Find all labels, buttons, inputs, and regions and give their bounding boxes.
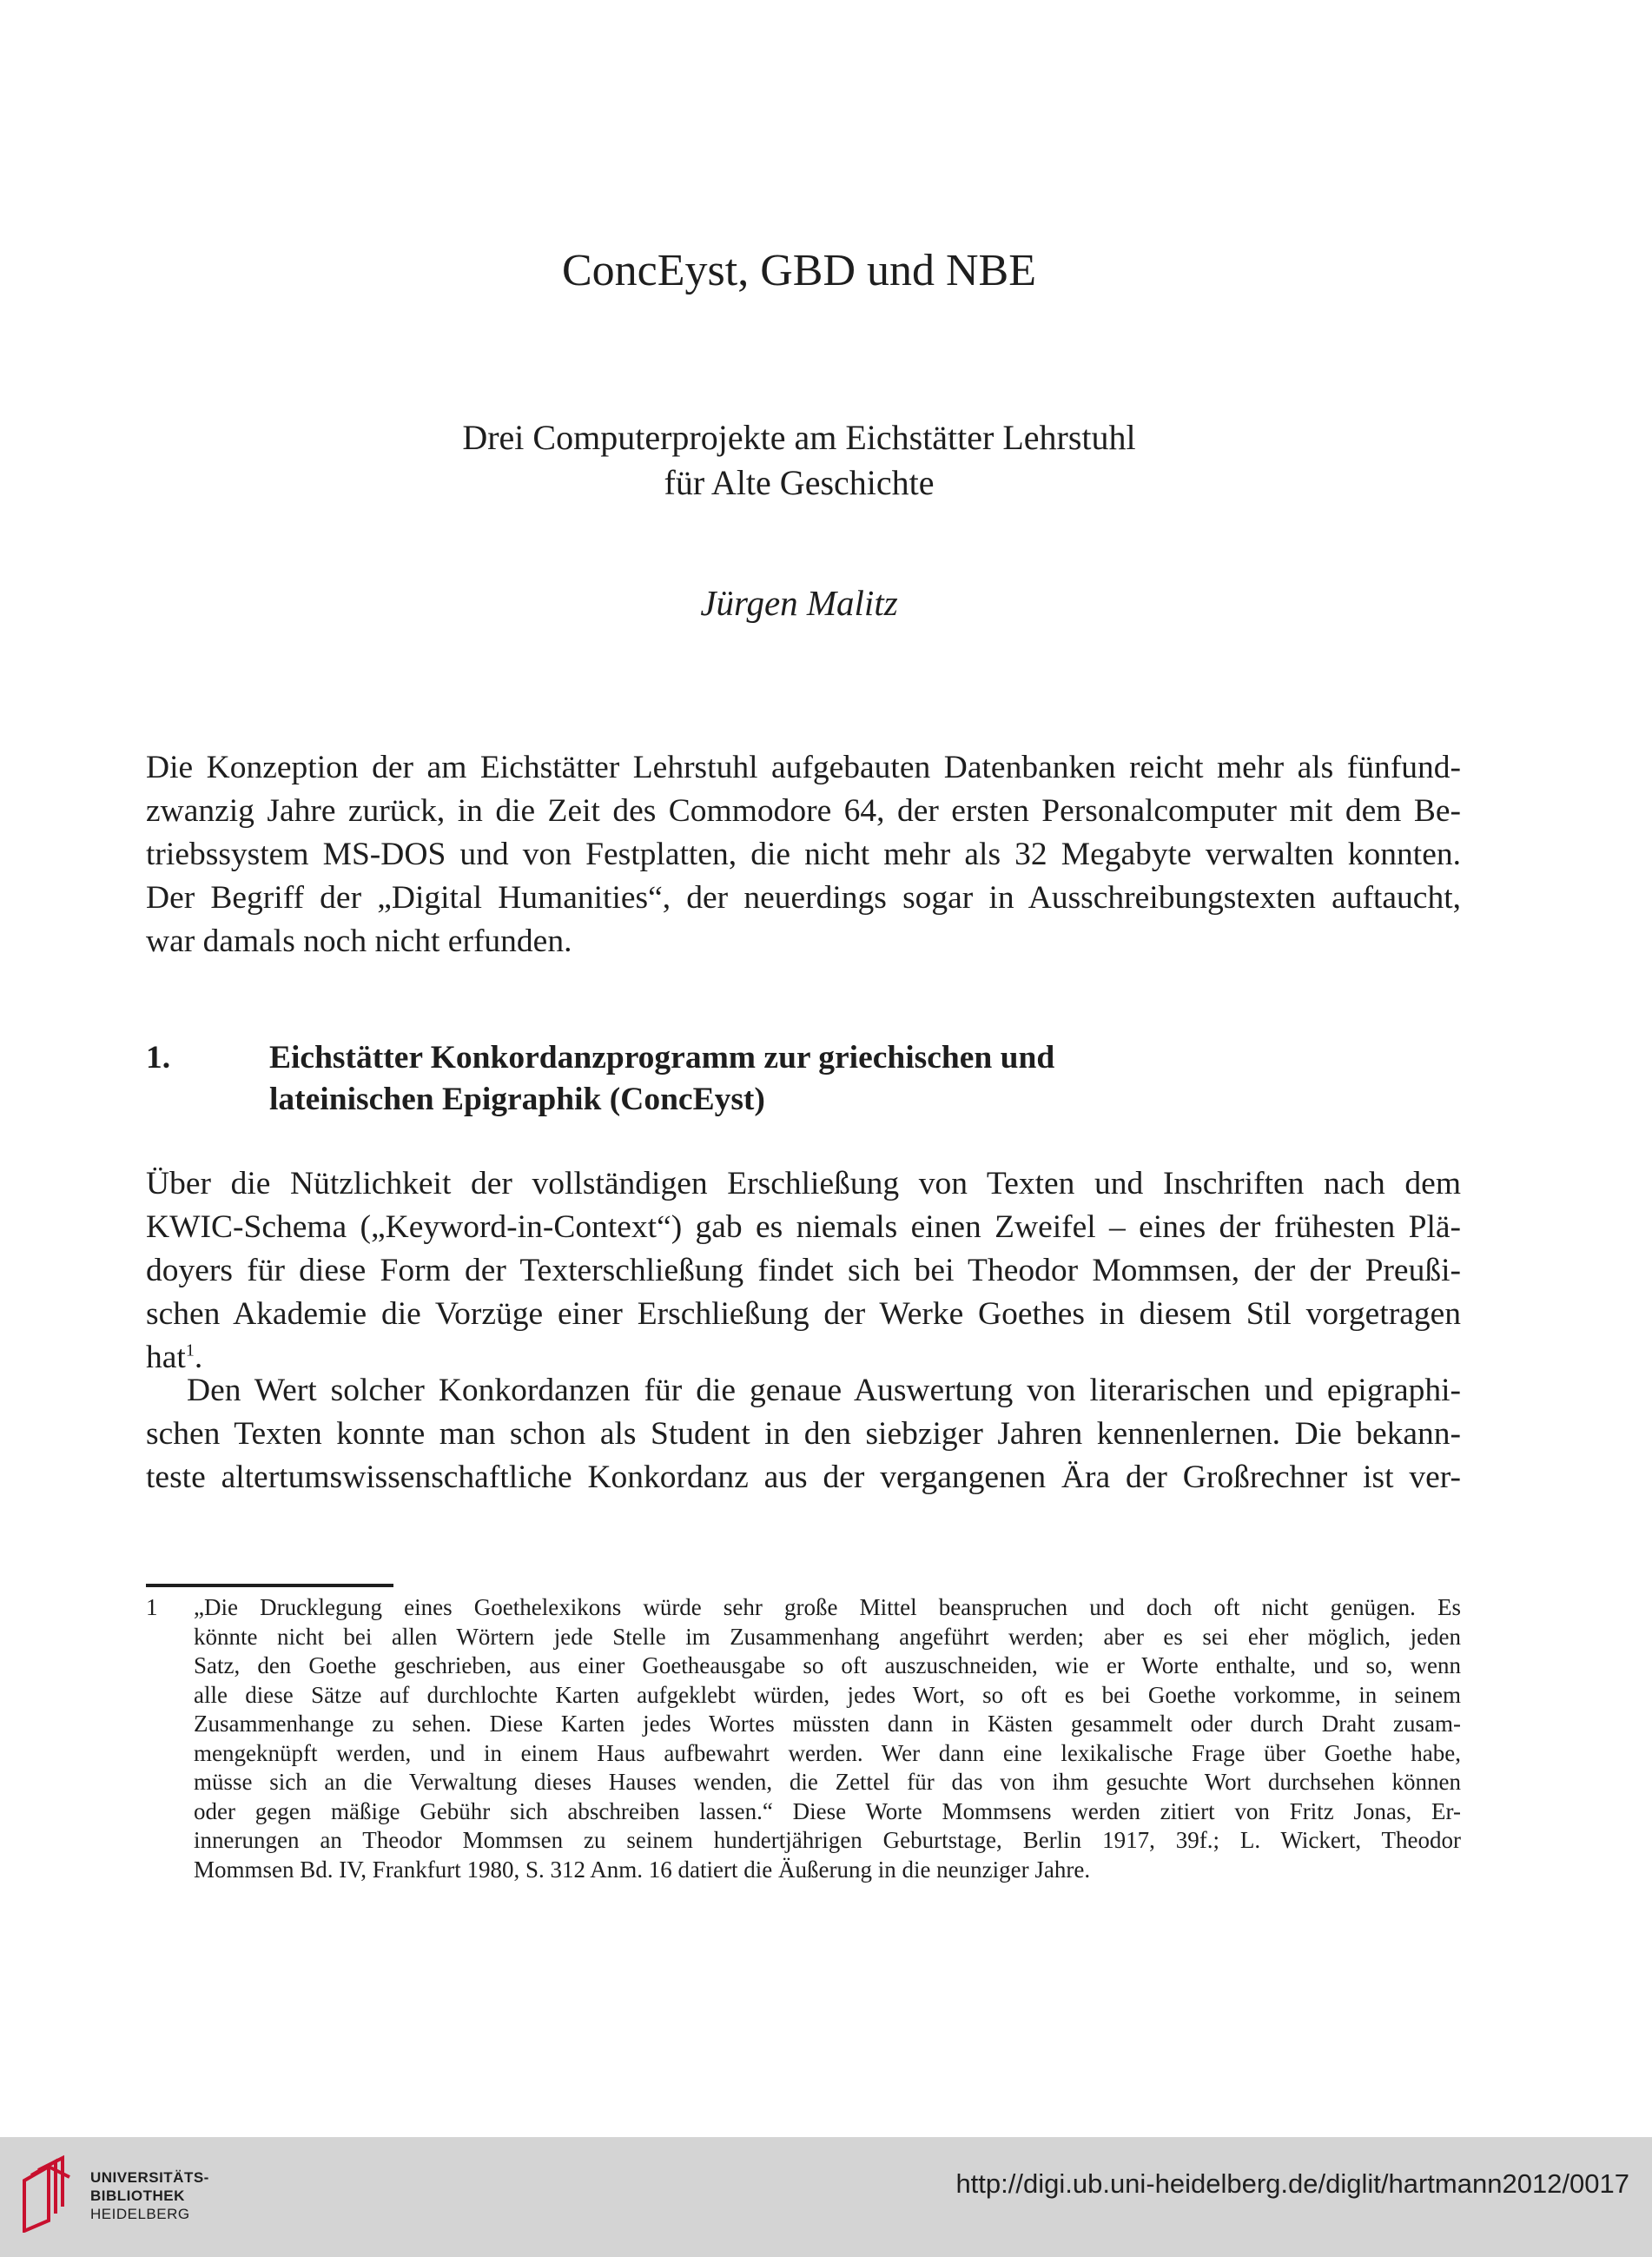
footnote-text <box>194 1593 1461 1884</box>
subtitle-line: Drei Computerprojekte am Eichstätter Lehrstuhl <box>462 418 1136 457</box>
text-line: doyers für diese Form der Texterschließung findet sich bei Theodor Mommsen, der der Preußi- <box>146 1253 1461 1288</box>
section-number: 1. <box>146 1040 171 1076</box>
text-line: war damals noch nicht erfunden. <box>146 923 572 959</box>
text-line: triebssystem MS-DOS und von Festplatten, die nicht mehr als 32 Megabyte verwalten konnten. <box>146 837 1461 872</box>
section-title-line: lateinischen Epigraphik (ConcEyst) <box>269 1082 765 1117</box>
footnote-line: Zusammenhange zu sehen. Diese Karten jedes Wortes müssten dann in Kästen gesammelt oder durch Draht zusam- <box>194 1711 1461 1737</box>
footnote-divider <box>146 1584 393 1587</box>
footnote-line: mengeknüpft werden, und in einem Haus aufbewahrt werden. Wer dann eine lexikalische Frage über Goethe habe, <box>194 1739 1461 1766</box>
footnote-line: könnte nicht bei allen Wörtern jede Stelle im Zusammenhang angeführt werden; aber es sei eher möglich, jeden <box>194 1623 1461 1650</box>
logo-line: UNIVERSITÄTS- <box>90 2169 209 2186</box>
section-title-line: Eichstätter Konkordanzprogramm zur griechischen und <box>269 1040 1055 1076</box>
text-line: schen Akademie die Vorzüge einer Erschließung der Werke Goethes in diesem Stil vorgetragen <box>146 1296 1461 1332</box>
footnote-line: innerungen an Theodor Mommsen zu seinem hundertjährigen Geburtstage, Berlin 1917, 39f.; L. Wickert, Theodor <box>194 1827 1461 1853</box>
text-line: Über die Nützlichkeit der vollständigen Erschließung von Texten und Inschriften nach dem <box>146 1166 1461 1201</box>
subtitle <box>0 415 1598 506</box>
subtitle-line: für Alte Geschichte <box>664 463 935 502</box>
library-book-icon <box>19 2154 73 2233</box>
body-paragraph <box>146 1162 1461 1380</box>
body-paragraph <box>146 1369 1461 1499</box>
footnote-line: Mommsen Bd. IV, Frankfurt 1980, S. 312 Anm. 16 datiert die Äußerung in die neunziger Jahre. <box>194 1856 1091 1883</box>
footnote-line: Satz, den Goethe geschrieben, aus einer Goetheausgabe so oft auszuschneiden, wie er Worte enthalte, und so, wenn <box>194 1652 1461 1678</box>
footnote-number: 1 <box>146 1594 158 1620</box>
logo-line: BIBLIOTHEK <box>90 2188 185 2204</box>
text-line: schen Texten konnte man schon als Student in den siebziger Jahren kennenlernen. Die bekann- <box>146 1416 1461 1452</box>
text-fragment: . <box>194 1340 203 1375</box>
author-name: Jürgen Malitz <box>700 583 898 623</box>
text-line: zwanzig Jahre zurück, in die Zeit des Commodore 64, der ersten Personalcomputer mit dem Be- <box>146 793 1461 829</box>
text-fragment: hat <box>146 1340 186 1375</box>
footnote-line: müsse sich an die Verwaltung dieses Hauses wenden, die Zettel für das von ihm gesuchte Wort durchsehen können <box>194 1769 1461 1795</box>
library-logo-text <box>90 2168 247 2223</box>
footer-bar <box>0 2137 1652 2257</box>
source-url-link[interactable]: http://digi.ub.uni-heidelberg.de/diglit/hartmann2012/0017 <box>955 2168 1629 2199</box>
logo-line: HEIDELBERG <box>90 2206 190 2222</box>
footnote-line: „Die Drucklegung eines Goethelexikons würde sehr große Mittel beanspruchen und doch oft nicht genügen. Es <box>194 1594 1461 1620</box>
footnote-line: alle diese Sätze auf durchlochte Karten aufgeklebt würden, jedes Wort, so oft es bei Goethe vorkomme, in seinem <box>194 1681 1461 1708</box>
text-line: Den Wert solcher Konkordanzen für die genaue Auswertung von literarischen und epigraphi- <box>187 1373 1461 1408</box>
footnote-line: oder gegen mäßige Gebühr sich abschreiben lassen.“ Diese Worte Mommsens werden zitiert von Fritz Jonas, Er- <box>194 1797 1461 1824</box>
section-title <box>269 1037 1268 1121</box>
footnote-reference[interactable]: 1 <box>185 1340 195 1360</box>
intro-paragraph <box>146 746 1461 963</box>
text-line: teste altertumswissenschaftliche Konkordanz aus der vergangenen Ära der Großrechner ist ver- <box>146 1459 1461 1495</box>
text-line: Die Konzeption der am Eichstätter Lehrstuhl aufgebauten Datenbanken reicht mehr als fünfund- <box>146 750 1461 785</box>
page-title: ConcEyst, GBD und NBE <box>562 246 1036 295</box>
text-line: KWIC-Schema („Keyword-in-Context“) gab es niemals einen Zweifel – eines der frühesten Plä- <box>146 1209 1461 1245</box>
text-line: Der Begriff der „Digital Humanities“, der neuerdings sogar in Ausschreibungstexten auftaucht, <box>146 880 1461 916</box>
